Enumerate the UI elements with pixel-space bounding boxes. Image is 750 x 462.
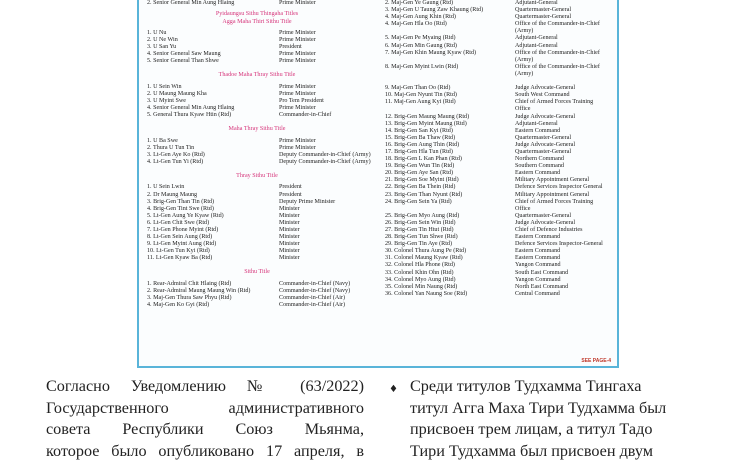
left-paragraph-line: Согласно Уведомлению № (63/2022) xyxy=(46,376,364,398)
left-paragraph xyxy=(46,376,364,462)
recipient-position: Adjutant-General xyxy=(515,35,613,42)
recipient-name: 29. Brig-Gen Tin Aye (Rtd) xyxy=(385,241,515,248)
spacer xyxy=(147,166,367,173)
recipient-position: Military Appointment General xyxy=(515,192,613,199)
recipient-name: 33. Colonel Khin Ohn (Rtd) xyxy=(385,270,515,277)
recipient-name: 10. Lt-Gen Tun Kyi (Rtd) xyxy=(147,248,279,255)
recipient-name xyxy=(385,57,515,64)
recipient-name: 7. Maj-Gen Khin Maung Kyaw (Rtd) xyxy=(385,50,515,57)
recipient-position: Yangon Command xyxy=(515,262,613,269)
list-item xyxy=(147,288,367,295)
spacer xyxy=(147,262,367,269)
recipient-name: 23. Brig-Gen Than Nyunt (Rtd) xyxy=(385,192,515,199)
recipient-position: Judge Advocate-General xyxy=(515,114,613,121)
recipient-position xyxy=(515,78,613,85)
recipient-position: Deputy Commander-in-Chief (Army) xyxy=(279,159,371,166)
recipient-position: Southern Command xyxy=(515,163,613,170)
recipient-position: Prime Minister xyxy=(279,58,367,65)
recipient-position: Minister xyxy=(279,206,367,213)
recipient-name: 4. Brig-Gen Tint Swe (Rtd) xyxy=(147,206,279,213)
list-item xyxy=(385,199,613,206)
recipient-position: Chief of Defence Industries xyxy=(515,227,613,234)
recipient-position: Judge Advocate-General xyxy=(515,220,613,227)
recipient-position: Military Appointment General xyxy=(515,177,613,184)
recipient-position: Eastern Command xyxy=(515,248,613,255)
recipient-position: Prime Minister xyxy=(279,30,367,37)
list-item xyxy=(385,35,613,42)
list-item xyxy=(147,98,367,105)
recipient-name: 4. Maj-Gen Hla Oo (Rtd) xyxy=(385,21,515,28)
list-item xyxy=(147,152,367,159)
list-item xyxy=(147,145,367,152)
recipient-position: Office of the Commander-in-Chief xyxy=(515,21,613,28)
recipient-name: 19. Brig-Gen Wun Tin (Rtd) xyxy=(385,163,515,170)
recipient-position: Eastern Command xyxy=(515,128,613,135)
recipient-name: 11. Lt-Gen Kyaw Ba (Rtd) xyxy=(147,255,279,262)
list-item xyxy=(385,206,613,213)
list-item xyxy=(147,112,367,119)
list-item xyxy=(147,220,367,227)
recipient-position: Yangon Command xyxy=(515,277,613,284)
recipient-position: Office xyxy=(515,106,613,113)
recipient-name: 6. Maj-Gen Min Gaung (Rtd) xyxy=(385,43,515,50)
recipient-name: 8. Lt-Gen Sein Aung (Rtd) xyxy=(147,234,279,241)
recipient-position: Minister xyxy=(279,255,367,262)
list-item xyxy=(385,149,613,156)
recipient-position: Prime Minister xyxy=(279,0,367,7)
list-item xyxy=(385,50,613,57)
section-title: Agga Maha Thiri Sithu Title xyxy=(147,19,367,26)
recipient-position: Judge Advocate-General xyxy=(515,85,613,92)
right-paragraph-line: присвоен трем лицам, а титул Тадо xyxy=(410,419,702,441)
recipient-position: Prime Minister xyxy=(279,91,367,98)
recipient-position: (Army) xyxy=(515,57,613,64)
list-item xyxy=(385,291,613,298)
recipient-position: Commander-in-Chief (Navy) xyxy=(279,281,367,288)
section-title: Maha Thray Sithu Title xyxy=(147,126,367,133)
recipient-position: Deputy Commander-in-Chief (Army) xyxy=(279,152,371,159)
list-item xyxy=(147,255,367,262)
recipient-name: 3. U San Yu xyxy=(147,44,279,51)
recipient-name: 34. Colonel Myo Aung (Rtd) xyxy=(385,277,515,284)
recipient-position: Quartermaster-General xyxy=(515,149,613,156)
recipient-position: Minister xyxy=(279,220,367,227)
recipient-name: 17. Brig-Gen Hla Tun (Rtd) xyxy=(385,149,515,156)
recipient-position: Prime Minister xyxy=(279,105,367,112)
recipient-position: South East Command xyxy=(515,270,613,277)
recipient-position: Prime Minister xyxy=(279,138,367,145)
section-title: Sithu Title xyxy=(147,269,367,276)
list-item xyxy=(147,37,367,44)
list-item xyxy=(385,220,613,227)
recipient-position: Quartermaster-General xyxy=(515,213,613,220)
recipient-name: 2. U Ne Win xyxy=(147,37,279,44)
recipient-position: Prime Minister xyxy=(279,51,367,58)
recipient-name: 8. Maj-Gen Myint Lwin (Rtd) xyxy=(385,64,515,71)
recipient-position: Adjutant-General xyxy=(515,0,613,7)
recipient-name: 4. Maj-Gen Aung Khin (Rtd) xyxy=(385,14,515,21)
list-item xyxy=(385,71,613,78)
list-item xyxy=(385,114,613,121)
recipient-name: 3. Lt-Gen Aye Ko (Rtd) xyxy=(147,152,279,159)
recipient-name: 9. Lt-Gen Myint Aung (Rtd) xyxy=(147,241,279,248)
list-item xyxy=(147,199,367,206)
recipient-name: 13. Brig-Gen Myint Maung (Rtd) xyxy=(385,121,515,128)
recipient-position: Commander-in-Chief (Air) xyxy=(279,295,367,302)
list-item xyxy=(385,43,613,50)
section-title: Pyidaungsu Sithu Thingaha Titles xyxy=(147,11,367,18)
recipient-name xyxy=(385,71,515,78)
left-paragraph-line: Государственного административного xyxy=(46,398,364,420)
list-item xyxy=(147,159,367,166)
right-paragraph-line: титул Агга Маха Тири Тудхамма был xyxy=(410,398,702,420)
recipient-name: 25. Brig-Gen Myo Aung (Rtd) xyxy=(385,213,515,220)
recipient-position: North East Command xyxy=(515,284,613,291)
recipient-name: 16. Brig-Gen Aung Thin (Rtd) xyxy=(385,142,515,149)
recipient-name xyxy=(385,206,515,213)
recipient-position: President xyxy=(279,192,367,199)
recipient-name: 1. Rear-Admiral Chit Hlaing (Rtd) xyxy=(147,281,279,288)
recipient-name: 2. Dr Maung Maung xyxy=(147,192,279,199)
recipient-name: 3. Maj-Gen Thura Saw Phyu (Rtd) xyxy=(147,295,279,302)
list-item xyxy=(385,57,613,64)
list-item xyxy=(147,84,367,91)
right-paragraph-line: Тири Тудхамма был присвоен двум xyxy=(410,441,702,462)
recipient-name: 4. Lt-Gen Tun Yi (Rtd) xyxy=(147,159,279,166)
recipient-name: 5. Senior General Than Shwe xyxy=(147,58,279,65)
recipient-position: Minister xyxy=(279,248,367,255)
list-item xyxy=(147,184,367,191)
recipient-position: Commander-in-Chief (Air) xyxy=(279,302,367,309)
left-column xyxy=(147,0,367,309)
recipient-name: 11. Maj-Gen Aung Kyi (Rtd) xyxy=(385,99,515,106)
list-item xyxy=(385,142,613,149)
list-item xyxy=(385,184,613,191)
recipient-name: 1. U Ba Swe xyxy=(147,138,279,145)
recipient-name: 35. Colonel Min Naung (Rtd) xyxy=(385,284,515,291)
recipient-name: 3. U Myint Swe xyxy=(147,98,279,105)
recipient-position: Defence Services Inspector General xyxy=(515,184,613,191)
recipient-name: 2. U Maung Maung Kha xyxy=(147,91,279,98)
recipient-name: 31. Colonel Maung Kyaw (Rtd) xyxy=(385,255,515,262)
list-item xyxy=(147,192,367,199)
list-item xyxy=(147,281,367,288)
list-item xyxy=(385,192,613,199)
recipient-name: 4. Maj-Gen Ko Gyi (Rtd) xyxy=(147,302,279,309)
list-item xyxy=(385,284,613,291)
recipient-position: Office of the Commander-in-Chief xyxy=(515,50,613,57)
recipient-position: Central Command xyxy=(515,291,613,298)
list-item xyxy=(385,213,613,220)
right-column xyxy=(385,0,613,298)
list-item xyxy=(147,0,367,7)
recipient-name: 14. Brig-Gen San Kyi (Rtd) xyxy=(385,128,515,135)
recipient-name: 22. Brig-Gen Ba Thein (Rtd) xyxy=(385,184,515,191)
recipient-position: Quartermaster-General xyxy=(515,7,613,14)
list-item xyxy=(147,213,367,220)
recipient-position: President xyxy=(279,44,367,51)
list-item xyxy=(147,302,367,309)
list-item xyxy=(147,51,367,58)
see-page-note: SEE PAGE-4 xyxy=(581,358,611,364)
list-item xyxy=(147,30,367,37)
list-item xyxy=(385,128,613,135)
right-paragraph xyxy=(410,376,702,462)
recipient-name: 30. Colonel Thura Aung Pe (Rtd) xyxy=(385,248,515,255)
recipient-position: Prime Minister xyxy=(279,37,367,44)
recipient-name: 3. Maj-Gen U Taung Zaw Khaung (Rtd) xyxy=(385,7,515,14)
spacer xyxy=(147,65,367,72)
recipient-name xyxy=(385,106,515,113)
recipient-name: 2. Thura U Tun Tin xyxy=(147,145,279,152)
list-item xyxy=(385,106,613,113)
recipient-name: 1. U Sein Lwin xyxy=(147,184,279,191)
recipient-position: Minister xyxy=(279,227,367,234)
recipient-name: 24. Brig-Gen Sein Ya (Rtd) xyxy=(385,199,515,206)
recipient-position: Prime Minister xyxy=(279,84,367,91)
recipient-position: Eastern Command xyxy=(515,234,613,241)
recipient-position: Northern Command xyxy=(515,156,613,163)
list-item xyxy=(385,21,613,28)
recipient-name: 21. Brig-Gen Soe Myint (Rtd) xyxy=(385,177,515,184)
list-item xyxy=(385,135,613,142)
recipient-name: 18. Brig-Gen L Kan Phan (Rtd) xyxy=(385,156,515,163)
list-item xyxy=(385,262,613,269)
left-paragraph-line: совета Республики Союз Мьянма, xyxy=(46,419,364,441)
recipient-name: 20. Brig-Gen Aye San (Rtd) xyxy=(385,170,515,177)
recipient-position: Judge Advocate-General xyxy=(515,142,613,149)
recipient-name: 10. Maj-Gen Nyunt Tin (Rtd) xyxy=(385,92,515,99)
recipient-position: Quartermaster-General xyxy=(515,14,613,21)
recipient-position: Minister xyxy=(279,234,367,241)
recipient-name: 6. Lt-Gen Chit Swe (Rtd) xyxy=(147,220,279,227)
spacer xyxy=(147,119,367,126)
recipient-name: 36. Colonel Yan Naung Soe (Rtd) xyxy=(385,291,515,298)
recipient-name: 5. Lt-Gen Aung Ye Kyaw (Rtd) xyxy=(147,213,279,220)
list-item xyxy=(385,270,613,277)
list-item xyxy=(385,99,613,106)
left-paragraph-line: которое было опубликовано 17 апреля, в xyxy=(46,441,364,462)
recipient-name: 2. Rear-Admiral Maung Maung Win (Rtd) xyxy=(147,288,279,295)
recipient-position: Adjutant-General xyxy=(515,121,613,128)
list-item xyxy=(385,277,613,284)
list-item xyxy=(147,138,367,145)
recipient-position: Eastern Command xyxy=(515,170,613,177)
awards-list-panel xyxy=(137,0,619,368)
recipient-name: 5. General Thura Kyaw Htin (Rtd) xyxy=(147,112,279,119)
recipient-name: 4. Senior General Saw Maung xyxy=(147,51,279,58)
recipient-position: Commander-in-Chief xyxy=(279,112,367,119)
recipient-position: Pro Tem President xyxy=(279,98,367,105)
section-title: Thadoe Maha Thray Sithu Title xyxy=(147,72,367,79)
recipient-name: 9. Maj-Gen Than Oo (Rtd) xyxy=(385,85,515,92)
right-paragraph-line: Среди титулов Тудхамма Тингаха xyxy=(410,376,702,398)
recipient-position: Chief of Armed Forces Training xyxy=(515,99,613,106)
recipient-name: 3. Brig-Gen Than Tin (Rtd) xyxy=(147,199,279,206)
recipient-position: Minister xyxy=(279,213,367,220)
recipient-position: Commander-in-Chief (Navy) xyxy=(279,288,367,295)
recipient-position: Office of the Commander-in-Chief xyxy=(515,64,613,71)
recipient-name: 2. Maj-Gen Ye Gaung (Rtd) xyxy=(385,0,515,7)
recipient-name: 27. Brig-Gen Tin Htut (Rtd) xyxy=(385,227,515,234)
bullet-icon: ♦ xyxy=(389,384,398,395)
recipient-name: 15. Brig-Gen Ba Thaw (Rtd) xyxy=(385,135,515,142)
recipient-position: Defence Services Inspector-General xyxy=(515,241,613,248)
list-item xyxy=(385,121,613,128)
list-item xyxy=(147,44,367,51)
recipient-position: (Army) xyxy=(515,28,613,35)
recipient-name: 1. U Sein Win xyxy=(147,84,279,91)
list-item xyxy=(147,91,367,98)
recipient-position: Adjutant-General xyxy=(515,43,613,50)
recipient-position: Minister xyxy=(279,241,367,248)
list-item xyxy=(147,206,367,213)
list-item xyxy=(385,64,613,71)
recipient-position: (Army) xyxy=(515,71,613,78)
recipient-name: 4. Senior General Min Aung Hlaing xyxy=(147,105,279,112)
recipient-position: Prime Minister xyxy=(279,145,367,152)
recipient-name: 12. Brig-Gen Maung Maung (Rtd) xyxy=(385,114,515,121)
section-title: Thray Sithu Title xyxy=(147,173,367,180)
recipient-position: South West Command xyxy=(515,92,613,99)
recipient-name: 1. U Nu xyxy=(147,30,279,37)
recipient-position: Deputy Prime Minister xyxy=(279,199,367,206)
recipient-position: Quartermaster-General xyxy=(515,135,613,142)
recipient-name: 5. Maj-Gen Pe Myaing (Rtd) xyxy=(385,35,515,42)
recipient-position: President xyxy=(279,184,367,191)
recipient-position: Office xyxy=(515,206,613,213)
recipient-position: Chief of Armed Forces Training xyxy=(515,199,613,206)
recipient-name: 7. Lt-Gen Phone Myint (Rtd) xyxy=(147,227,279,234)
recipient-position: Eastern Command xyxy=(515,255,613,262)
recipient-name: 28. Brig-Gen Tun Shwe (Rtd) xyxy=(385,234,515,241)
list-item xyxy=(147,58,367,65)
recipient-name: 26. Brig-Gen Sein Win (Rtd) xyxy=(385,220,515,227)
recipient-name: 2. Senior General Min Aung Hlaing xyxy=(147,0,279,7)
recipient-name: 32. Colonel Hla Phone (Rtd) xyxy=(385,262,515,269)
